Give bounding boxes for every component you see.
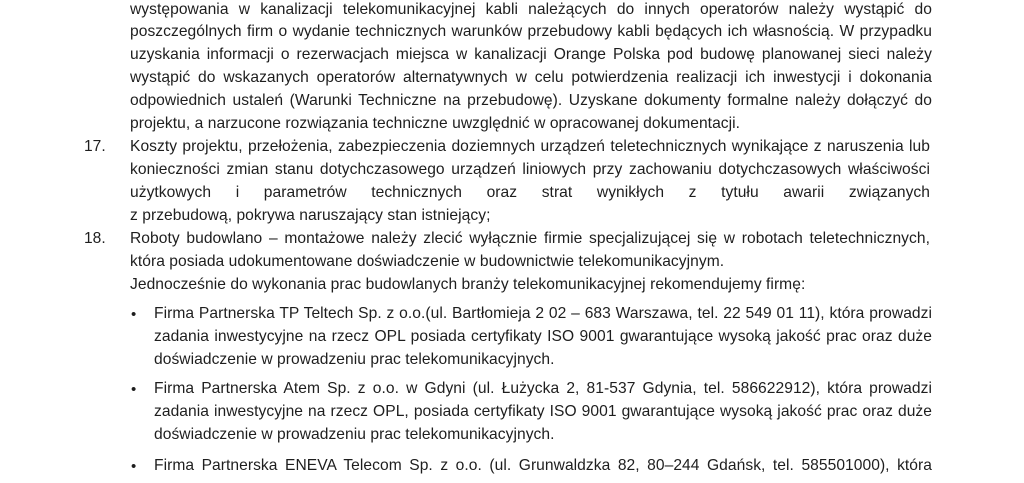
item-17-line: Koszty projektu, przełożenia, zabezpieczenia doziemnych urządzeń teletechnicznych wynikające z naruszenia lub	[130, 138, 930, 155]
bullet-2-line: doświadczenie w prowadzeniu prac telekomunikacyjnych.	[154, 426, 555, 443]
paragraph-16-line: uzyskania informacji o rezerwacjach miejsca w kanalizacji Orange Polska pod budowę planowanej sieci należy	[130, 46, 932, 63]
bullet-1-line: Firma Partnerska TP Teltech Sp. z o.o.(ul. Bartłomieja 2 02 – 683 Warszawa, tel. 22 549 01 11), która prowadzi	[154, 305, 932, 322]
item-18-line: która posiada udokumentowane doświadczenie w budownictwie telekomunikacyjnym.	[130, 253, 725, 270]
paragraph-16-line: wystąpić do wskazanych operatorów alternatywnych w celu potwierdzenia realizacji ich inwestycji i dokonania	[130, 69, 932, 86]
item-17-line: konieczności zmian stanu dotychczasowego urządzeń liniowych przy zachowaniu dotychczasowych właściwości	[130, 161, 930, 178]
bullet-2-line: zadania inwestycyjne na rzecz OPL, posiada certyfikaty ISO 9001 gwarantujące wysoką jakość prac oraz duże	[154, 403, 932, 420]
paragraph-16-line: odpowiednich ustaleń (Warunki Techniczne na przebudowę). Uzyskane dokumenty formalne należy dołączyć do	[130, 92, 932, 109]
item-18-line: Roboty budowlano – montażowe należy zlecić wyłącznie firmie specjalizującej się w robotach teletechnicznych,	[130, 230, 930, 247]
bullet-2-line: Firma Partnerska Atem Sp. z o.o. w Gdyni (ul. Łużycka 2, 81-537 Gdynia, tel. 586622912), która prowadzi	[154, 380, 932, 397]
bullet-marker: •	[131, 306, 137, 323]
item-18-line: Jednocześnie do wykonania prac budowlanych branży telekomunikacyjnej rekomendujemy firmę:	[130, 276, 806, 293]
bullet-marker: •	[131, 381, 137, 398]
item-18-number: 18.	[84, 230, 106, 247]
paragraph-16-line: występowania w kanalizacji telekomunikacyjnej kabli należących do innych operatorów należy wystąpić do	[130, 1, 932, 18]
item-17-line: użytkowych i parametrów technicznych oraz strat wynikłych z tytułu awarii związanych	[130, 184, 930, 201]
paragraph-16-line: poszczególnych firm o wydanie technicznych warunków przebudowy kabli będących ich własnością. W przypadku	[130, 23, 932, 40]
bullet-3-line: Firma Partnerska ENEVA Telecom Sp. z o.o. (ul. Grunwaldzka 82, 80–244 Gdańsk, tel. 585501000), która	[154, 457, 932, 474]
bullet-marker: •	[131, 458, 137, 475]
bullet-1-line: doświadczenie w prowadzeniu prac telekomunikacyjnych.	[154, 351, 555, 368]
paragraph-16-line: projektu, a narzucone rozwiązania techniczne uwzględnić w opracowanej dokumentacji.	[130, 115, 741, 132]
item-17-number: 17.	[84, 138, 106, 155]
item-17-line: z przebudową, pokrywa naruszający stan istniejący;	[130, 207, 491, 224]
bullet-1-line: zadania inwestycyjne na rzecz OPL posiada certyfikaty ISO 9001 gwarantujące wysoką jakość prac oraz duże	[154, 328, 932, 345]
